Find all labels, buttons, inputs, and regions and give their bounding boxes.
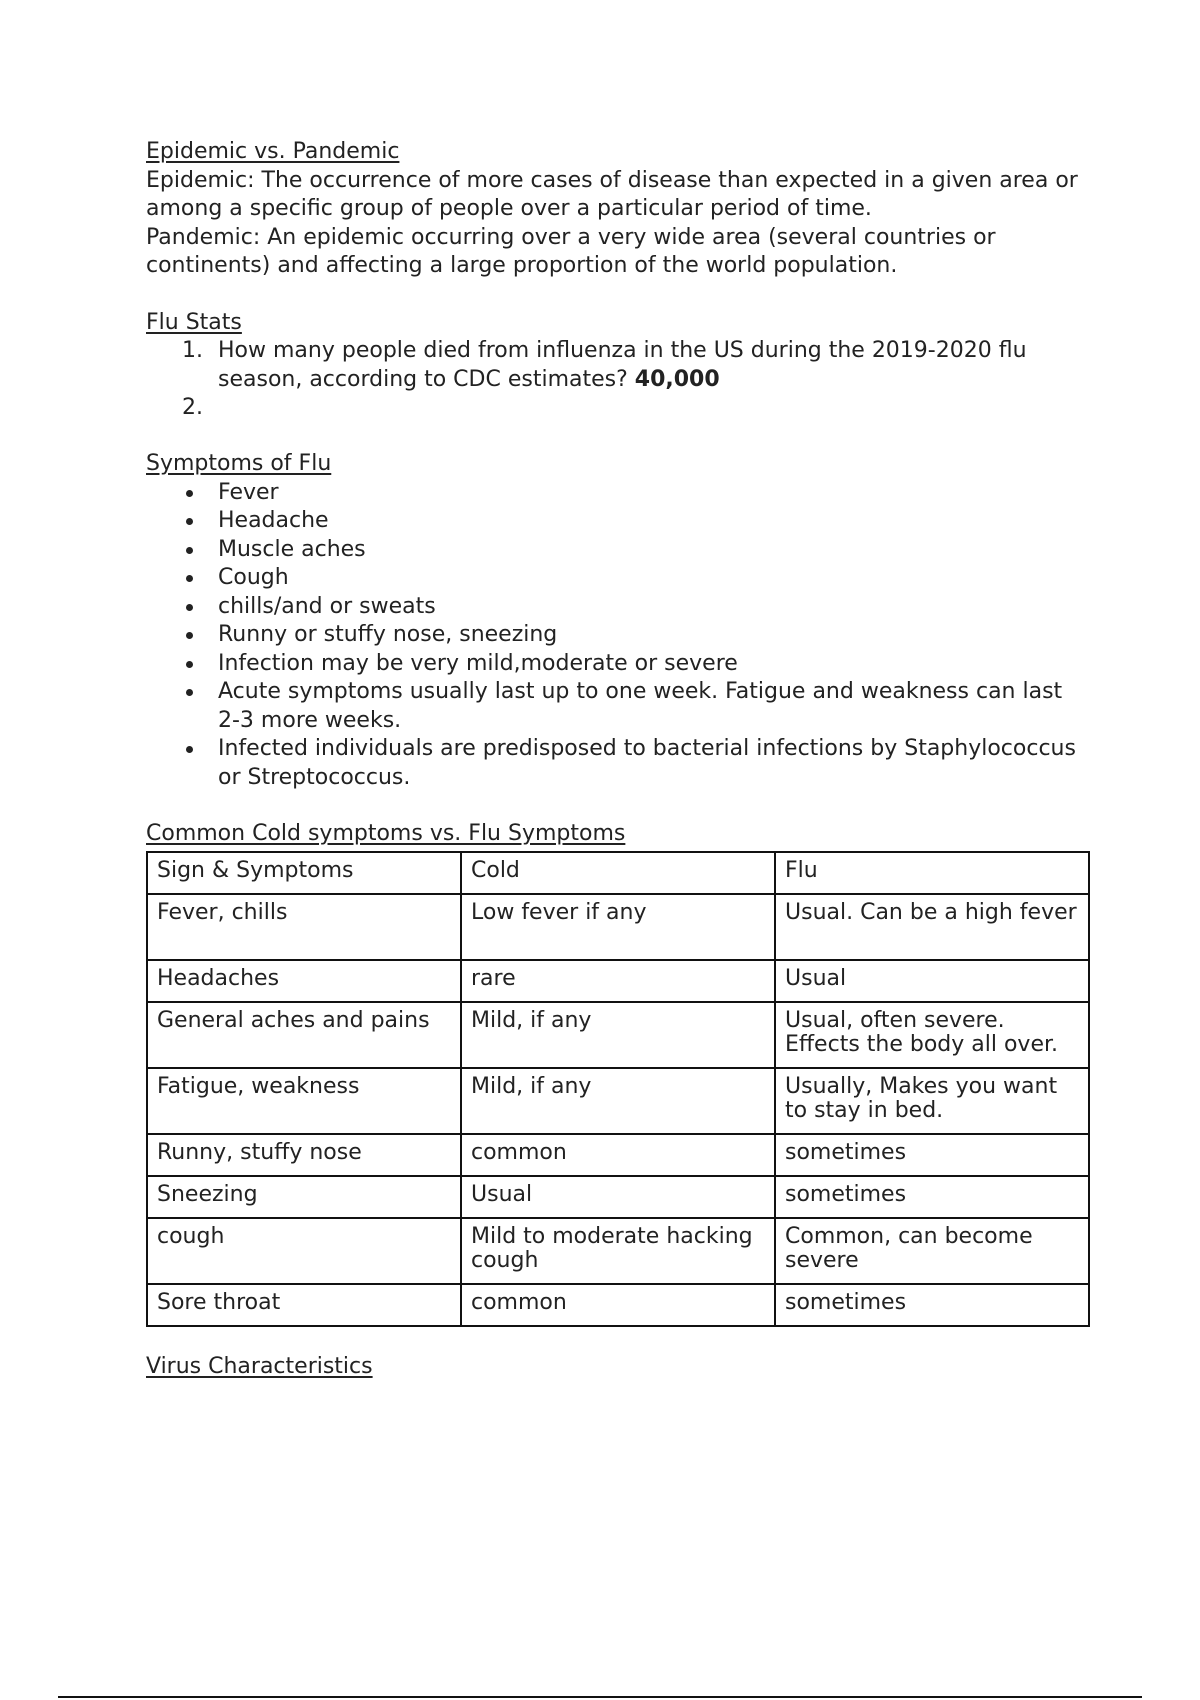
list-number: 1. [182, 338, 203, 363]
bullet-icon [186, 575, 193, 582]
table-cell: Low fever if any [461, 894, 775, 960]
table-cell: sometimes [775, 1284, 1089, 1326]
list-item-text: Cough [218, 565, 289, 590]
section-symptoms [146, 450, 1086, 792]
comparison-table [146, 851, 1090, 1327]
table-cell: General aches and pains [147, 1002, 461, 1068]
table-cell: Usual [775, 960, 1089, 1002]
bullet-icon [186, 661, 193, 668]
table-row [147, 1284, 1089, 1326]
table-header-cell: Cold [461, 852, 775, 894]
section-comparison [146, 820, 1086, 1327]
answer-value: 40,000 [634, 366, 720, 392]
table-header-row [147, 852, 1089, 894]
footer-divider [58, 1696, 1142, 1698]
table-cell: Sneezing [147, 1176, 461, 1218]
table-row [147, 1002, 1089, 1068]
flu-stats-list [146, 337, 1086, 422]
list-number: 2. [182, 395, 203, 420]
table-cell: Usual. Can be a high fever [775, 894, 1089, 960]
list-item [146, 507, 1086, 536]
table-cell: Usual, often severe. Effects the body all over. [775, 1002, 1089, 1068]
table-cell: cough [147, 1218, 461, 1284]
table-cell: Fever, chills [147, 894, 461, 960]
table-row [147, 1134, 1089, 1176]
table-cell: common [461, 1134, 775, 1176]
table-cell: Mild to moderate hacking cough [461, 1218, 775, 1284]
list-item-text: Infection may be very mild,moderate or severe [218, 650, 738, 676]
list-item [146, 394, 1086, 422]
bullet-icon [186, 547, 193, 554]
list-item [146, 735, 1086, 792]
list-item-text: Runny or stuffy nose, sneezing [218, 622, 558, 647]
symptoms-list [146, 479, 1086, 793]
bullet-icon [186, 490, 193, 497]
list-item [146, 564, 1086, 593]
heading-epidemic: Epidemic vs. Pandemic [146, 139, 400, 164]
list-item-text: Infected individuals are predisposed to bacterial infections by Staphylococcus or Streptococcus. [218, 736, 1076, 790]
list-item [146, 536, 1086, 565]
heading-symptoms: Symptoms of Flu [146, 451, 332, 476]
table-header-cell: Flu [775, 852, 1089, 894]
list-item [146, 678, 1086, 735]
heading-flu-stats: Flu Stats [146, 309, 242, 335]
pandemic-definition: Pandemic: An epidemic occurring over a very wide area (several countries or continents) and affecting a large proportion of the world population. [146, 224, 996, 278]
list-item [146, 479, 1086, 508]
table-cell: Runny, stuffy nose [147, 1134, 461, 1176]
table-cell: Usual [461, 1176, 775, 1218]
table-row [147, 960, 1089, 1002]
table-cell: Mild, if any [461, 1002, 775, 1068]
table-cell: common [461, 1284, 775, 1326]
bullet-icon [186, 689, 193, 696]
list-item [146, 593, 1086, 622]
table-cell: Fatigue, weakness [147, 1068, 461, 1134]
list-item [146, 621, 1086, 650]
question-text: How many people died from influenza in the US during the 2019-2020 flu season, according to CDC estimates? [218, 338, 1027, 392]
table-cell: sometimes [775, 1134, 1089, 1176]
heading-comparison: Common Cold symptoms vs. Flu Symptoms [146, 821, 626, 846]
list-item-text: Fever [218, 479, 279, 505]
bullet-icon [186, 746, 193, 753]
table-row [147, 1068, 1089, 1134]
section-flu-stats [146, 309, 1086, 423]
table-cell: rare [461, 960, 775, 1002]
section-epidemic [146, 138, 1086, 281]
heading-virus: Virus Characteristics [146, 1353, 373, 1379]
list-item [146, 337, 1086, 394]
document-page [146, 138, 1086, 1409]
table-cell: Common, can become severe [775, 1218, 1089, 1284]
list-item-text: Muscle aches [218, 536, 366, 562]
list-item-text: chills/and or sweats [218, 593, 436, 619]
table-row [147, 1176, 1089, 1218]
list-item-text: Acute symptoms usually last up to one week. Fatigue and weakness can last 2-3 more weeks. [218, 679, 1063, 733]
bullet-icon [186, 604, 193, 611]
bullet-icon [186, 518, 193, 525]
section-virus [146, 1353, 1086, 1382]
table-header-cell: Sign & Symptoms [147, 852, 461, 894]
table-row [147, 894, 1089, 960]
epidemic-definition: Epidemic: The occurrence of more cases of disease than expected in a given area or among a specific group of people over a particular period of time. [146, 167, 1078, 221]
table-cell: sometimes [775, 1176, 1089, 1218]
table-row [147, 1218, 1089, 1284]
list-item [146, 650, 1086, 679]
list-item-text: Headache [218, 508, 329, 533]
table-cell: Usually, Makes you want to stay in bed. [775, 1068, 1089, 1134]
bullet-icon [186, 632, 193, 639]
table-cell: Headaches [147, 960, 461, 1002]
table-cell: Sore throat [147, 1284, 461, 1326]
table-cell: Mild, if any [461, 1068, 775, 1134]
